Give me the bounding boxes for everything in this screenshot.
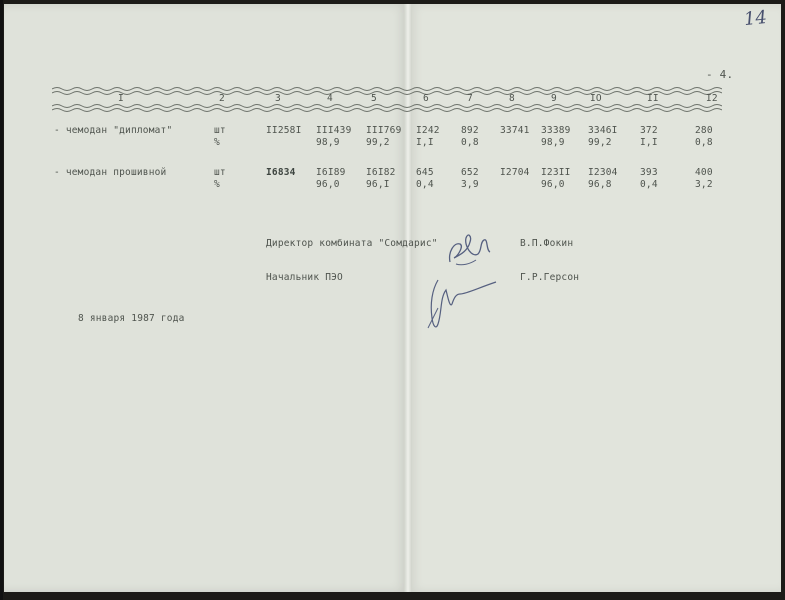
- handwritten-page-number: 14: [742, 6, 768, 31]
- table-cell: I2304: [588, 167, 618, 178]
- director-signature: [440, 224, 500, 272]
- column-header: 7: [467, 93, 473, 104]
- document-date: 8 января 1987 года: [78, 313, 185, 324]
- table-cell: 96,0: [316, 179, 340, 190]
- column-header: 9: [551, 93, 557, 104]
- page-mark: - 4.: [706, 68, 734, 81]
- table-cell: 0,8: [695, 137, 713, 148]
- table-cell: I6I89: [316, 167, 346, 178]
- table-cell: 99,2: [588, 137, 612, 148]
- table-cell: I2704: [500, 167, 530, 178]
- table-cell: I242: [416, 125, 440, 136]
- column-header: 2: [219, 93, 225, 104]
- table-cell: 99,2: [366, 137, 390, 148]
- table-cell: 372: [640, 125, 658, 136]
- row-label: - чемодан "дипломат": [54, 125, 173, 136]
- table-cell: 652: [461, 167, 479, 178]
- chief-name: Г.Р.Герсон: [520, 272, 580, 283]
- column-header: IO: [590, 93, 602, 104]
- row-label: - чемодан прошивной: [54, 167, 167, 178]
- column-header: 3: [275, 93, 281, 104]
- column-header: I2: [706, 93, 718, 104]
- column-header: 5: [371, 93, 377, 104]
- table-cell: III439: [316, 125, 352, 136]
- column-header: 4: [327, 93, 333, 104]
- column-header: II: [647, 93, 659, 104]
- row-unit: %: [214, 137, 220, 148]
- table-cell: 33389: [541, 125, 571, 136]
- table-cell: 3,2: [695, 179, 713, 190]
- row-unit: шт: [214, 167, 226, 178]
- table-cell: I23II: [541, 167, 571, 178]
- table-cell: 0,8: [461, 137, 479, 148]
- table-cell: 3,9: [461, 179, 479, 190]
- table-cell: 892: [461, 125, 479, 136]
- director-title: Директор комбината "Сомдарис": [266, 238, 438, 249]
- director-name: В.П.Фокин: [520, 238, 574, 249]
- table-cell: 3346I: [588, 125, 618, 136]
- table-cell: 0,4: [640, 179, 658, 190]
- header-bottom-rule-2: [52, 107, 722, 113]
- table-cell: 33741: [500, 125, 530, 136]
- chief-title: Начальник ПЭО: [266, 272, 343, 283]
- table-cell: 98,9: [541, 137, 565, 148]
- header-top-rule-2: [52, 90, 722, 96]
- table-cell: 400: [695, 167, 713, 178]
- row-unit: шт: [214, 125, 226, 136]
- table-cell: 280: [695, 125, 713, 136]
- table-cell: II258I: [266, 125, 302, 136]
- column-header: 8: [509, 93, 515, 104]
- table-cell: I6I82: [366, 167, 396, 178]
- table-cell: 0,4: [416, 179, 434, 190]
- table-cell: 393: [640, 167, 658, 178]
- table-cell: 645: [416, 167, 434, 178]
- table-cell: 96,0: [541, 179, 565, 190]
- row-unit: %: [214, 179, 220, 190]
- table-cell: 98,9: [316, 137, 340, 148]
- scan-edge: [0, 0, 3, 600]
- column-header: I: [118, 93, 124, 104]
- table-cell: I,I: [416, 137, 434, 148]
- table-cell: III769: [366, 125, 402, 136]
- chief-signature: [418, 268, 502, 336]
- table-cell: 96,I: [366, 179, 390, 190]
- table-cell: I6834: [266, 167, 296, 178]
- table-cell: 96,8: [588, 179, 612, 190]
- column-header: 6: [423, 93, 429, 104]
- table-cell: I,I: [640, 137, 658, 148]
